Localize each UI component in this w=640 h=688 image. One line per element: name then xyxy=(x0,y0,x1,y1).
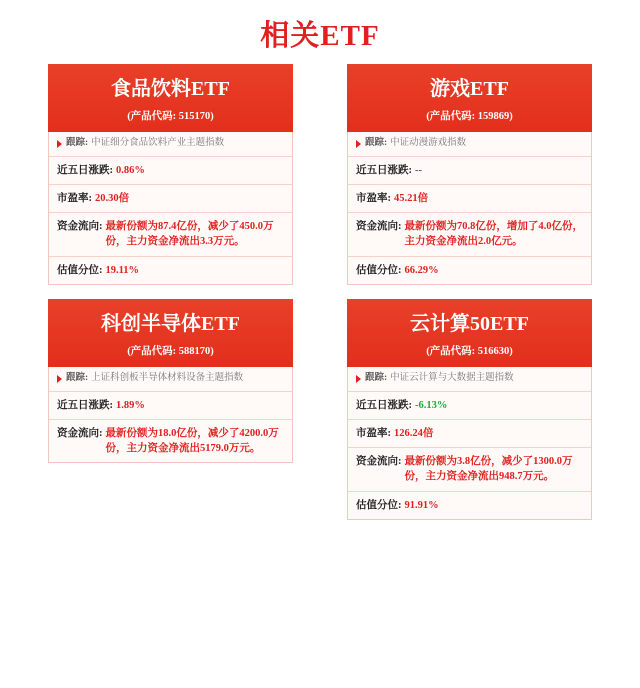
triangle-marker-icon xyxy=(356,375,361,383)
etf-pe-row xyxy=(49,185,292,213)
etf-change5d-row xyxy=(49,157,292,185)
pe-label: 市盈率: xyxy=(57,192,92,204)
etf-pe-row xyxy=(348,185,591,213)
triangle-marker-icon xyxy=(356,140,361,148)
etf-product-code: (产品代码: 159869) xyxy=(426,111,513,122)
index-name: 中证动漫游戏指数 xyxy=(390,138,467,148)
etf-index-row xyxy=(49,132,292,157)
etf-card[interactable] xyxy=(347,299,592,520)
etf-card-body xyxy=(48,367,293,463)
page-title: 相关ETF xyxy=(260,20,380,52)
pe-label: 市盈率: xyxy=(356,427,391,439)
etf-flow-row xyxy=(49,420,292,462)
etf-valuation-row xyxy=(49,257,292,284)
etf-product-code: (产品代码: 516630) xyxy=(426,345,513,357)
etf-card-header xyxy=(48,64,293,132)
valuation-label: 估值分位: xyxy=(356,499,402,511)
etf-card-body xyxy=(347,367,592,520)
etf-valuation-row xyxy=(348,257,591,284)
change5d-label: 近五日涨跌: xyxy=(356,399,412,411)
etf-flow-row xyxy=(348,213,591,256)
etf-name: 游戏ETF xyxy=(430,78,509,100)
valuation-value: 19.11% xyxy=(105,264,140,276)
change5d-label: 近五日涨跌: xyxy=(356,164,412,176)
etf-card-header xyxy=(347,299,592,367)
etf-valuation-row xyxy=(348,492,591,519)
etf-flow-row xyxy=(49,213,292,256)
etf-card-body xyxy=(48,132,293,285)
triangle-marker-icon xyxy=(57,140,62,148)
etf-flow-row xyxy=(348,448,591,491)
pe-value: 45.21倍 xyxy=(394,192,429,204)
valuation-value: 66.29% xyxy=(404,264,439,276)
index-label: 跟踪: xyxy=(66,372,89,383)
pe-value: 126.24倍 xyxy=(394,427,434,439)
flow-label: 资金流向: xyxy=(57,427,103,439)
flow-value: 最新份额为70.8亿份，增加了4.0亿份，主力资金净流出2.0亿元。 xyxy=(404,221,583,248)
index-label: 跟踪: xyxy=(66,138,89,148)
index-name: 上证科创板半导体材料设备主题指数 xyxy=(91,372,244,383)
etf-change5d-row xyxy=(49,392,292,420)
etf-index-row xyxy=(348,132,591,157)
change5d-label: 近五日涨跌: xyxy=(57,399,113,411)
etf-card-header xyxy=(48,299,293,367)
etf-product-code: (产品代码: 515170) xyxy=(127,111,214,122)
flow-value: 最新份额为3.8亿份，减少了1300.0万份，主力资金净流出948.7万元。 xyxy=(404,456,573,483)
etf-card[interactable] xyxy=(347,64,592,285)
flow-label: 资金流向: xyxy=(356,456,402,468)
valuation-value: 91.91% xyxy=(404,499,439,511)
index-name: 中证细分食品饮料产业主题指数 xyxy=(91,138,225,148)
etf-index-row xyxy=(348,367,591,392)
etf-card[interactable] xyxy=(48,64,293,285)
flow-label: 资金流向: xyxy=(356,221,402,233)
pe-label: 市盈率: xyxy=(356,192,391,204)
etf-name: 食品饮料ETF xyxy=(111,78,230,100)
change5d-value: 0.86% xyxy=(116,164,145,176)
etf-product-code: (产品代码: 588170) xyxy=(127,345,214,357)
change5d-value: -6.13% xyxy=(415,399,448,411)
etf-card-header xyxy=(347,64,592,132)
index-name: 中证云计算与大数据主题指数 xyxy=(390,372,514,383)
change5d-value: -- xyxy=(415,164,422,176)
etf-index-row xyxy=(49,367,292,392)
etf-card-body xyxy=(347,132,592,285)
etf-pe-row xyxy=(348,420,591,448)
etf-change5d-row xyxy=(348,157,591,185)
valuation-label: 估值分位: xyxy=(356,264,402,276)
change5d-value: 1.89% xyxy=(116,399,145,411)
etf-name: 云计算50ETF xyxy=(410,312,529,335)
pe-value: 20.30倍 xyxy=(95,192,130,204)
triangle-marker-icon xyxy=(57,375,62,383)
etf-name: 科创半导体ETF xyxy=(101,312,240,335)
etf-card-grid xyxy=(0,64,640,534)
valuation-label: 估值分位: xyxy=(57,264,103,276)
flow-value: 最新份额为87.4亿份，减少了450.0万份，主力资金净流出3.3万元。 xyxy=(105,221,274,248)
index-label: 跟踪: xyxy=(365,138,388,148)
flow-label: 资金流向: xyxy=(57,221,103,233)
change5d-label: 近五日涨跌: xyxy=(57,164,113,176)
etf-card[interactable] xyxy=(48,299,293,520)
index-label: 跟踪: xyxy=(365,372,388,383)
flow-value: 最新份额为18.0亿份，减少了4200.0万份，主力资金净流出5179.0万元。 xyxy=(105,427,279,455)
etf-change5d-row xyxy=(348,392,591,420)
